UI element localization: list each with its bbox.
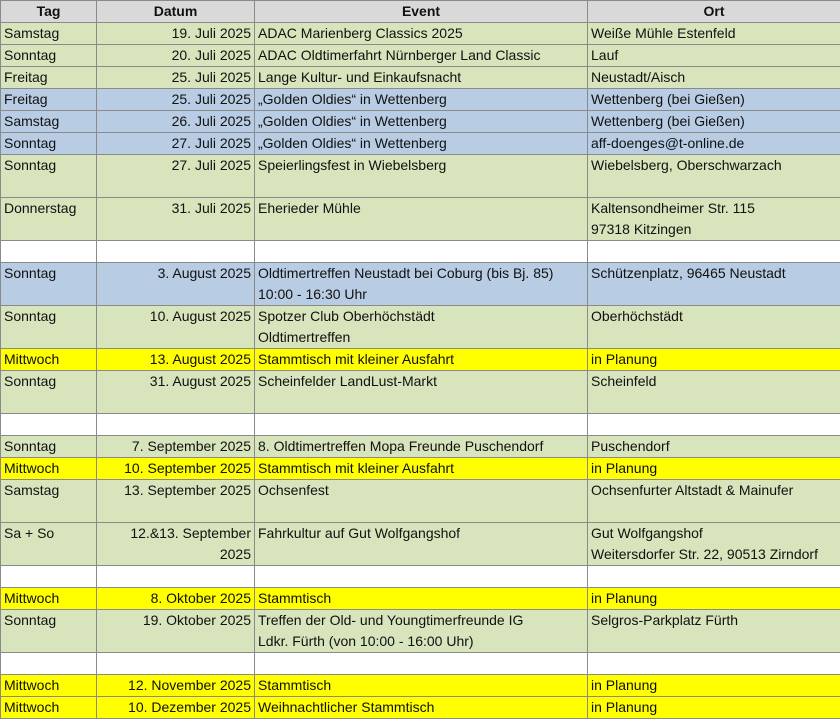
table-row — [1, 675, 840, 697]
cell-datum: 12. November 2025 — [97, 675, 255, 697]
cell-event: Eherieder Mühle — [255, 198, 588, 241]
cell-ort: Wiebelsberg, Oberschwarzach — [588, 155, 840, 198]
ort-line-1: Gut Wolfgangshof — [591, 525, 703, 541]
cell-datum: 19. Oktober 2025 — [97, 610, 255, 653]
cell-event: „Golden Oldies“ in Wettenberg — [255, 133, 588, 155]
spacer-row — [1, 414, 840, 436]
header-ort: Ort — [588, 1, 840, 23]
table-row — [1, 67, 840, 89]
event-line-1: Treffen der Old- und Youngtimerfreunde IG — [258, 612, 524, 628]
cell-tag: Freitag — [1, 67, 97, 89]
cell-datum: 26. Juli 2025 — [97, 111, 255, 133]
cell-event: Lange Kultur- und Einkaufsnacht — [255, 67, 588, 89]
cell-event: Stammtisch — [255, 588, 588, 610]
cell-datum: 19. Juli 2025 — [97, 23, 255, 45]
cell-event: ADAC Marienberg Classics 2025 — [255, 23, 588, 45]
event-line-2: 10:00 - 16:30 Uhr — [258, 286, 367, 302]
cell-event: Stammtisch mit kleiner Ausfahrt — [255, 458, 588, 480]
table-row — [1, 349, 840, 371]
event-line-2: Ldkr. Fürth (von 10:00 - 16:00 Uhr) — [258, 633, 474, 649]
cell-event — [255, 306, 588, 349]
cell-datum: 13. September 2025 — [97, 480, 255, 523]
spacer-row — [1, 566, 840, 588]
cell-ort: Weiße Mühle Estenfeld — [588, 23, 840, 45]
table-row — [1, 610, 840, 653]
header-tag: Tag — [1, 1, 97, 23]
cell-event: „Golden Oldies“ in Wettenberg — [255, 111, 588, 133]
table-row — [1, 371, 840, 414]
cell-ort — [588, 198, 840, 241]
event-line-2: Oldtimertreffen — [258, 329, 351, 345]
cell-datum: 25. Juli 2025 — [97, 67, 255, 89]
cell-event — [255, 610, 588, 653]
cell-tag: Sonntag — [1, 133, 97, 155]
header-row — [1, 1, 840, 23]
cell-ort: in Planung — [588, 675, 840, 697]
cell-tag: Samstag — [1, 480, 97, 523]
cell-ort: in Planung — [588, 349, 840, 371]
cell-tag: Sonntag — [1, 155, 97, 198]
cell-tag: Samstag — [1, 111, 97, 133]
table-row — [1, 306, 840, 349]
datum-line-2: 2025 — [219, 546, 251, 562]
cell-event: Stammtisch mit kleiner Ausfahrt — [255, 349, 588, 371]
cell-ort: Wettenberg (bei Gießen) — [588, 89, 840, 111]
table-row — [1, 198, 840, 241]
cell-ort: Neustadt/Aisch — [588, 67, 840, 89]
cell-ort — [588, 523, 840, 566]
table-row — [1, 23, 840, 45]
datum-line-1: 12.&13. September — [130, 525, 251, 541]
cell-tag: Sonntag — [1, 263, 97, 306]
event-line-1: Spotzer Club Oberhöchstädt — [258, 308, 435, 324]
table-row — [1, 697, 840, 719]
table-row — [1, 263, 840, 306]
cell-datum — [97, 523, 255, 566]
cell-tag: Donnerstag — [1, 198, 97, 241]
table-row — [1, 155, 840, 198]
table-row — [1, 480, 840, 523]
cell-event: Speierlingsfest in Wiebelsberg — [255, 155, 588, 198]
cell-event: 8. Oldtimertreffen Mopa Freunde Puschendorf — [255, 436, 588, 458]
cell-tag: Sonntag — [1, 436, 97, 458]
cell-datum: 31. Juli 2025 — [97, 198, 255, 241]
cell-datum: 27. Juli 2025 — [97, 155, 255, 198]
table-row — [1, 436, 840, 458]
table-row — [1, 458, 840, 480]
cell-event: Fahrkultur auf Gut Wolfgangshof — [255, 523, 588, 566]
table-row — [1, 133, 840, 155]
cell-ort: Scheinfeld — [588, 371, 840, 414]
cell-event: Scheinfelder LandLust-Markt — [255, 371, 588, 414]
cell-datum: 25. Juli 2025 — [97, 89, 255, 111]
cell-tag: Mittwoch — [1, 697, 97, 719]
cell-datum: 8. Oktober 2025 — [97, 588, 255, 610]
cell-ort: in Planung — [588, 588, 840, 610]
cell-event: Ochsenfest — [255, 480, 588, 523]
cell-datum: 27. Juli 2025 — [97, 133, 255, 155]
cell-tag: Mittwoch — [1, 675, 97, 697]
cell-event — [255, 263, 588, 306]
cell-tag: Samstag — [1, 23, 97, 45]
cell-event: „Golden Oldies“ in Wettenberg — [255, 89, 588, 111]
cell-datum: 10. September 2025 — [97, 458, 255, 480]
cell-tag: Sonntag — [1, 371, 97, 414]
cell-datum: 7. September 2025 — [97, 436, 255, 458]
cell-datum: 31. August 2025 — [97, 371, 255, 414]
cell-tag: Freitag — [1, 89, 97, 111]
table-row — [1, 588, 840, 610]
cell-datum: 10. Dezember 2025 — [97, 697, 255, 719]
cell-datum: 3. August 2025 — [97, 263, 255, 306]
cell-ort: Selgros-Parkplatz Fürth — [588, 610, 840, 653]
cell-ort: Wettenberg (bei Gießen) — [588, 111, 840, 133]
cell-tag: Mittwoch — [1, 458, 97, 480]
header-datum: Datum — [97, 1, 255, 23]
table-row — [1, 111, 840, 133]
cell-tag: Sonntag — [1, 610, 97, 653]
cell-ort: Schützenplatz, 96465 Neustadt — [588, 263, 840, 306]
table-row — [1, 89, 840, 111]
header-event: Event — [255, 1, 588, 23]
event-line-1: Oldtimertreffen Neustadt bei Coburg (bis Bj. 85) — [258, 265, 554, 281]
cell-ort: Puschendorf — [588, 436, 840, 458]
cell-ort: in Planung — [588, 458, 840, 480]
cell-event: Weihnachtlicher Stammtisch — [255, 697, 588, 719]
cell-datum: 20. Juli 2025 — [97, 45, 255, 67]
cell-datum: 10. August 2025 — [97, 306, 255, 349]
cell-ort: Ochsenfurter Altstadt & Mainufer — [588, 480, 840, 523]
ort-line-1: Kaltensondheimer Str. 115 — [591, 200, 755, 216]
cell-ort: in Planung — [588, 697, 840, 719]
cell-ort: Lauf — [588, 45, 840, 67]
ort-line-2: 97318 Kitzingen — [591, 221, 692, 237]
cell-datum: 13. August 2025 — [97, 349, 255, 371]
spacer-row — [1, 241, 840, 263]
cell-tag: Mittwoch — [1, 349, 97, 371]
cell-ort: Oberhöchstädt — [588, 306, 840, 349]
ort-line-2: Weitersdorfer Str. 22, 90513 Zirndorf — [591, 546, 818, 562]
cell-tag: Mittwoch — [1, 588, 97, 610]
cell-event: Stammtisch — [255, 675, 588, 697]
cell-tag: Sonntag — [1, 45, 97, 67]
spacer-row — [1, 653, 840, 675]
contact-email-link[interactable]: aff-doenges@t-online.de — [588, 133, 840, 155]
table-row — [1, 45, 840, 67]
cell-tag: Sa + So — [1, 523, 97, 566]
table-row — [1, 523, 840, 566]
cell-tag: Sonntag — [1, 306, 97, 349]
cell-event: ADAC Oldtimerfahrt Nürnberger Land Classic — [255, 45, 588, 67]
